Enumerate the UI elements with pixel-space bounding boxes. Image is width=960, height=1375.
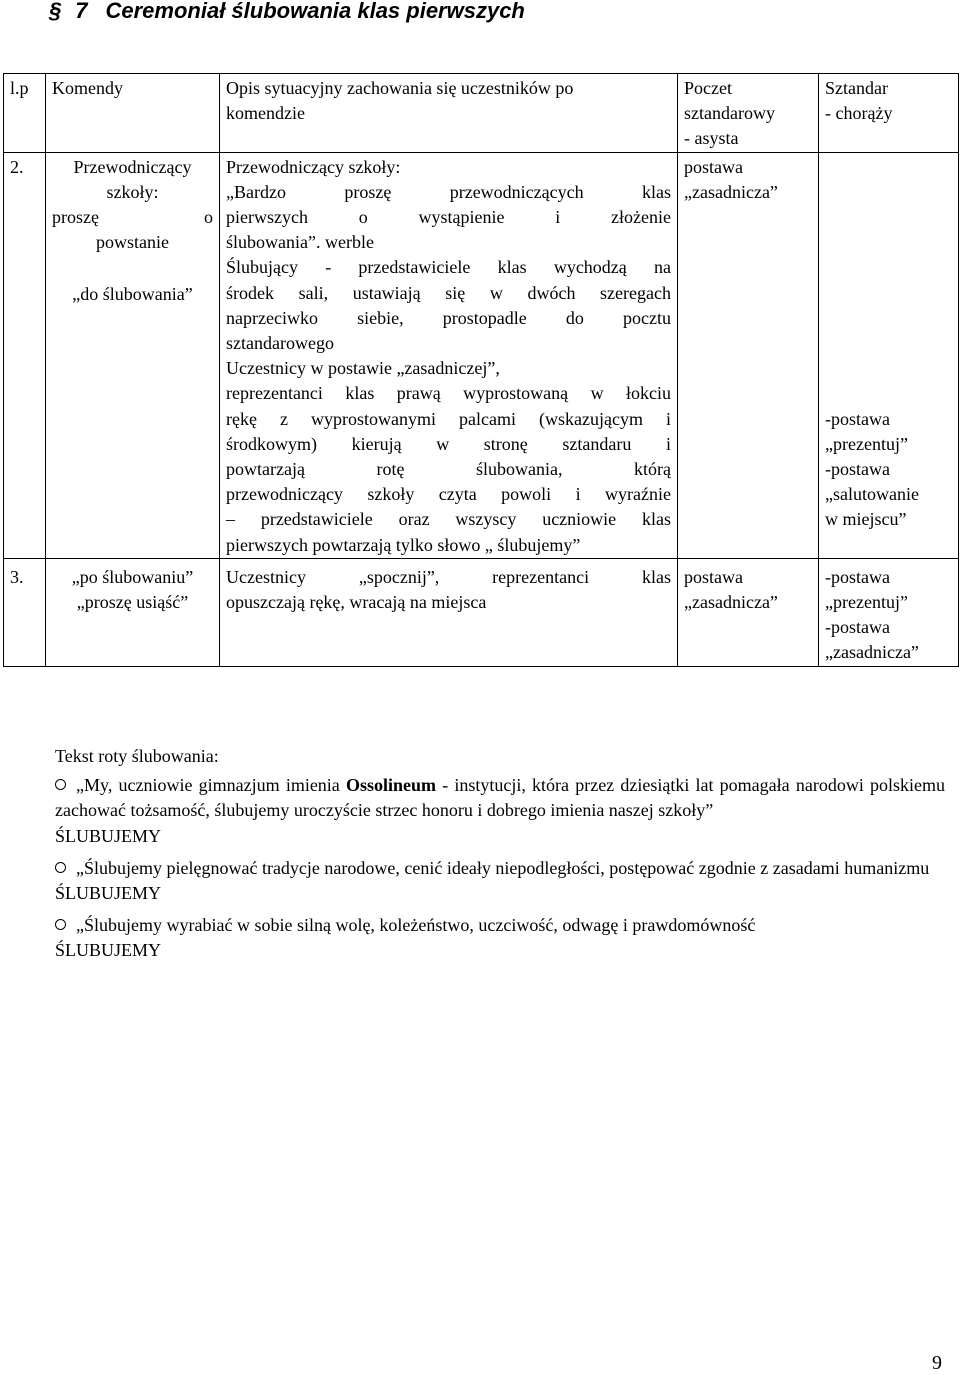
row2-poczet: postawa „zasadnicza” (678, 152, 819, 558)
table-row (4, 152, 959, 558)
header-sztandar: Sztandar - chorąży (819, 74, 959, 153)
oath-refrain: ŚLUBUJEMY (55, 883, 162, 904)
oath-refrain: ŚLUBUJEMY (55, 825, 162, 846)
row2-lp: 2. (4, 152, 46, 558)
table-header-row (4, 74, 959, 153)
bullet-icon (55, 862, 66, 873)
oath-item: „Ślubujemy pielęgnować tradycje narodowe, cenić ideały niepodległości, postępować zgodnie z zasadami humanizmu (55, 856, 945, 881)
oath-item: „My, uczniowie gimnazjum imienia Ossolineum - instytucji, która przez dziesiątki lat pomagała narodowi polskiemu zachować tożsamość, ślubujemy uroczyście strzec honoru i dobrego imienia naszej szkoły” (55, 775, 945, 821)
header-poczet: Poczet sztandarowy - asysta (678, 74, 819, 153)
page-number: 9 (932, 1352, 942, 1374)
row3-poczet: postawa „zasadnicza” (678, 558, 819, 666)
row3-sztandar: -postawa „prezentuj” -postawa „zasadnicza” (819, 558, 959, 666)
row3-lp: 3. (4, 558, 46, 666)
oath-refrain: ŚLUBUJEMY (55, 940, 162, 961)
ceremony-table (3, 73, 959, 667)
row3-opis: Uczestnicy „spocznij”, reprezentanci klas opuszczają rękę, wracają na miejsca (220, 558, 678, 666)
section-sign: § (49, 0, 62, 23)
section-title: Ceremoniał ślubowania klas pierwszych (105, 0, 525, 23)
header-lp: l.p (4, 74, 46, 153)
oath-bold-name: Ossolineum (345, 775, 437, 796)
table-row (4, 558, 959, 666)
section-heading (49, 0, 525, 28)
row2-opis: Przewodniczący szkoły: „Bardzo proszę przewodniczących klas pierwszych o wystąpienie i złożenie ślubowania”. werble Ślubujący - przedstawiciele klas wychodzą na środek sali, ustawiają się w dwóch szeregach naprzeciwko siebie, prostopadle do pocztu sztandarowego Uczestnicy w postawie „zasadniczej”, reprezentanci klas prawą wyprostowaną w łokciu rękę z wyprostowanymi palcami (wskazującym i środkowym) kierują w stronę sztandaru i powtarzają rotę ślubowania, którą przewodniczący szkoły czyta powoli i wyraźnie – przedstawiciele oraz wszyscy uczniowie klas pierwszych powtarzają tylko słowo „ ślubujemy” (220, 152, 678, 558)
row2-komendy: Przewodniczący szkoły: proszę o powstanie „do ślubowania” (46, 152, 220, 558)
oath-label: Tekst roty ślubowania: (55, 746, 219, 766)
header-komendy: Komendy (46, 74, 220, 153)
bullet-icon (55, 919, 66, 930)
row2-sztandar: -postawa „prezentuj” -postawa „salutowanie w miejscu” (819, 152, 959, 558)
bullet-icon (55, 779, 66, 790)
row3-komendy: „po ślubowaniu” „proszę usiąść” (46, 558, 220, 666)
oath-item: „Ślubujemy wyrabiać w sobie silną wolę, koleżeństwo, uczciwość, odwagę i prawdomówność (55, 913, 945, 938)
oath-section (55, 744, 945, 971)
section-number: 7 (75, 0, 88, 23)
header-opis: Opis sytuacyjny zachowania się uczestników po komendzie (220, 74, 678, 153)
